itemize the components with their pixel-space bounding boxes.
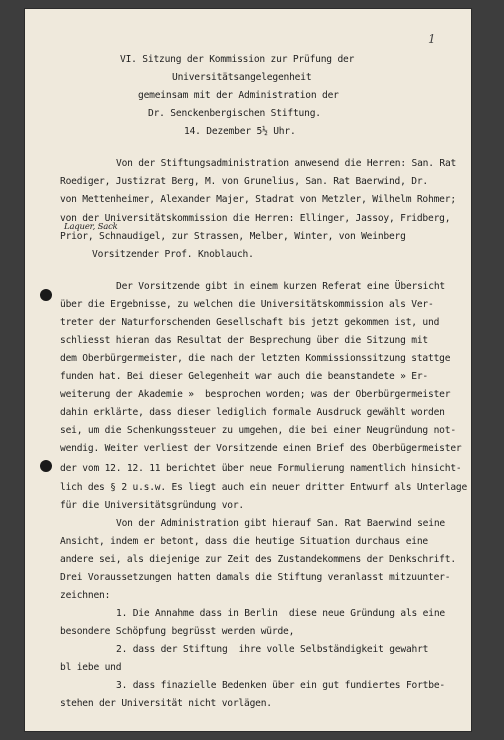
body-line: Prior, Schnaudigel, zur Strassen, Melber, Winter, von Weinberg — [60, 231, 406, 242]
page-number: 1 — [428, 32, 436, 46]
document-page — [24, 8, 472, 732]
body-line: Vorsitzender Prof. Knoblauch. — [92, 249, 254, 260]
body-line: Von der Stiftungsadministration anwesend die Herren: San. Rat — [116, 158, 457, 169]
header-line-3: gemeinsam mit der Administration der — [138, 90, 339, 101]
body-line: schliesst hieran das Resultat der Besprechung über die Sitzung mit — [60, 335, 429, 346]
body-line: 1. Die Annahme dass in Berlin diese neue Gründung als eine — [116, 608, 445, 619]
body-line: Von der Administration gibt hierauf San. Rat Baerwind seine — [116, 518, 445, 529]
body-line: dem Oberbürgermeister, die nach der letzten Kommissionssitzung stattge — [60, 353, 451, 364]
body-line: zeichnen: — [60, 590, 111, 601]
body-line: dahin erklärte, dass dieser lediglich formale Ausdruck gewählt worden — [60, 407, 445, 418]
punch-hole-bottom — [40, 460, 52, 472]
body-line: weiterung der Akademie » besprochen worden; was der Oberbürgermeister — [60, 389, 451, 400]
header-line-2: Universitätsangelegenheit — [172, 72, 312, 83]
header-line-4: Dr. Senckenbergischen Stiftung. — [148, 108, 321, 119]
body-line: Roediger, Justizrat Berg, M. von Grunelius, San. Rat Baerwind, Dr. — [60, 176, 429, 187]
body-line: Drei Voraussetzungen hatten damals die Stiftung veranlasst mitzuunter- — [60, 572, 451, 583]
body-line: Der Vorsitzende gibt in einem kurzen Referat eine Übersicht — [116, 281, 445, 292]
body-line: von Mettenheimer, Alexander Majer, Stadrat von Metzler, Wilhelm Rohmer; — [60, 194, 456, 205]
header-line-1: VI. Sitzung der Kommission zur Prüfung der — [120, 54, 355, 65]
body-line: stehen der Universität nicht vorlägen. — [60, 698, 272, 709]
body-line: wendig. Weiter verliest der Vorsitzende einen Brief des Oberbügermeister — [60, 443, 462, 454]
body-line: sei, um die Schenkungssteuer zu umgehen, die bei einer Neugründung not- — [60, 425, 456, 436]
body-line: lich des § 2 u.s.w. Es liegt auch ein neuer dritter Entwurf als Unterlage — [60, 482, 468, 493]
document-text — [24, 8, 472, 732]
handwritten-annotation: Laquer, Sack — [64, 222, 118, 232]
body-line: für die Universitätsgründung vor. — [60, 500, 245, 511]
body-line: 3. dass finazielle Bedenken über ein gut fundiertes Fortbe- — [116, 680, 445, 691]
body-line: treter der Naturforschenden Gesellschaft bis jetzt gekommen ist, und — [60, 317, 440, 328]
punch-hole-top — [40, 289, 52, 301]
body-line: andere sei, als diejenige zur Zeit des Zustandekommens der Denkschrift. — [60, 554, 456, 565]
body-line: Ansicht, indem er betont, dass die heutige Situation durchaus eine — [60, 536, 429, 547]
body-line: bl iebe und — [60, 662, 122, 673]
body-line: über die Ergebnisse, zu welchen die Universitätskommission als Ver- — [60, 299, 434, 310]
body-line: von der Universitätskommission die Herren: Ellinger, Jassoy, Fridberg, — [60, 213, 451, 224]
body-line: der vom 12. 12. 11 berichtet über neue Formulierung namentlich hinsicht- — [60, 463, 462, 474]
body-line: 2. dass der Stiftung ihre volle Selbständigkeit gewahrt — [116, 644, 429, 655]
header-line-5: 14. Dezember 5½ Uhr. — [184, 126, 296, 137]
body-line: besondere Schöpfung begrüsst werden würde, — [60, 626, 295, 637]
body-line: funden hat. Bei dieser Gelegenheit war auch die beanstandete » Er- — [60, 371, 429, 382]
